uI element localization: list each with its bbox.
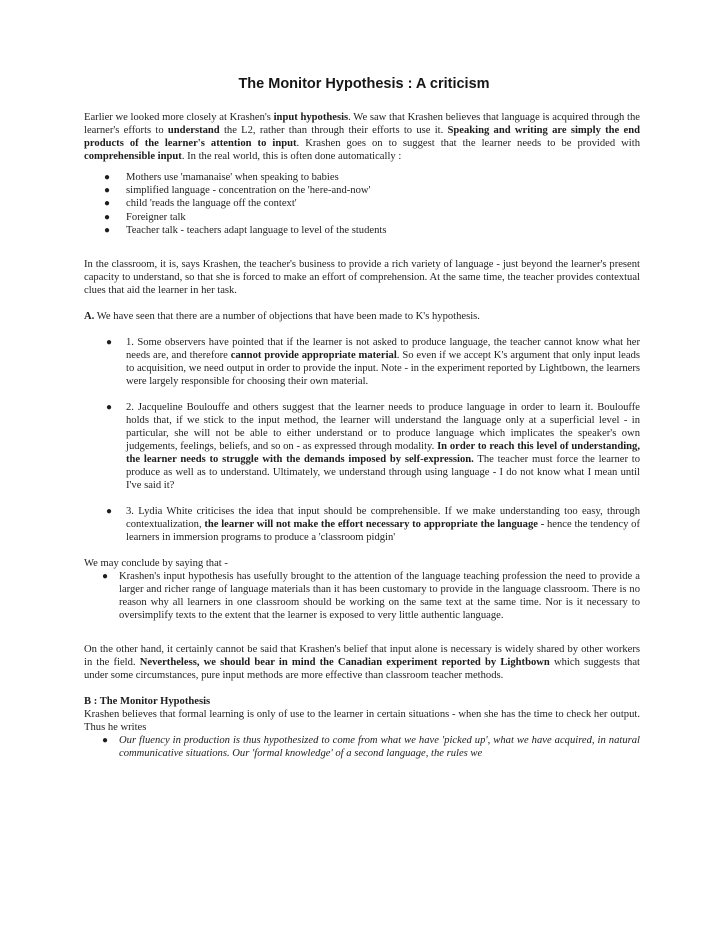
intro-text-3: the L2, rather than through their efforts to use it. [219,125,448,136]
list-item [104,184,640,197]
intro-bold-1: input hypothesis [273,112,349,123]
intro-text-1: Earlier we looked more closely at Krashen's [84,112,274,123]
list-item-text: simplified language - concentration on the 'here-and-now' [126,185,371,197]
objection-3-bold: the learner will not make the effort necessary to appropriate the language - [204,519,545,531]
objection-3-text-2: hence the tendency of learners in immersion programs to produce a 'classroom pidgin' [126,519,640,544]
intro-text-2: . We saw that Krashen believes that language is acquired through the learner's efforts to [84,112,640,136]
list-item-text: child 'reads the language off the context' [126,198,297,210]
automatic-input-list [84,171,640,237]
bullet-icon: ● [106,337,113,349]
objection-2-bold: In order to reach this level of understanding, the learner needs to struggle with the demands imposed by self-expression. [126,441,640,466]
list-item [104,224,640,237]
objection-1-text-1: 1. Some observers have pointed that if the learner is not asked to produce language, the teacher cannot know what her needs are, and therefore [126,337,640,362]
intro-bold-2: understand [167,125,220,136]
conclude-lead: We may conclude by saying that - [84,558,228,570]
objection-2-text-1: 2. Jacqueline Boulouffe and others suggest that the learner needs to produce language in order to learn it. Boulouffe holds that, if we stick to the input method, the learner will understand the language only at a superficial level - in particular, she will not be able to either understand or to produce language which implicates the speaker's own judgements, feelings, beliefs, and so on - as expressed through modality. [126,402,640,453]
other-hand-bold: Nevertheless, we should bear in mind the Canadian experiment reported by Lightbown [139,657,550,669]
intro-text-4: . Krashen goes on to suggest that the learner needs to be provided with [296,138,640,149]
bullet-icon: ● [104,185,111,197]
bullet-icon: ● [104,224,111,236]
list-item [98,734,640,760]
list-item [98,570,640,622]
objection-2 [92,401,640,492]
bullet-icon: ● [104,198,111,210]
objection-3 [92,505,640,544]
bullet-icon: ● [102,571,109,583]
list-item-text: Mothers use 'mamanaise' when speaking to babies [126,172,339,183]
classroom-paragraph: In the classroom, it is, says Krashen, the teacher's business to provide a rich variety of language - just beyond the learner's present capacity to understand, so that she is forced to make an effort of comprehension. At the same time, the teacher provides contextual clues that aid the learner in her task. [84,259,640,297]
objections-list [84,336,640,544]
intro-text-5: . In the real world, this is often done automatically : [181,151,402,162]
section-b-title: B : The Monitor Hypothesis [84,696,211,708]
list-item-text: Foreigner talk [126,211,186,223]
page-title: The Monitor Hypothesis : A criticism [238,76,490,92]
section-a-label: A. [84,311,95,323]
list-item [104,171,640,184]
bullet-icon: ● [106,506,113,518]
bullet-icon: ● [102,735,109,747]
objection-1 [92,336,640,388]
bullet-icon: ● [104,172,111,183]
conclusion-text: Krashen's input hypothesis has usefully brought to the attention of the language teaching profession the need to provide a larger and richer range of language materials than it has been customary to provide in the language classroom. There is no reason why all learners in one classroom should be working on the same text at the same time. Nor is it necessary to oversimplify texts to the extent that the learner is exposed to very little authentic language. [119,571,640,622]
intro-bold-3: Speaking and writing are simply the end products of the learner's attention to input [84,125,640,149]
other-hand-text-1: On the other hand, it certainly cannot be said that Krashen's belief that input alone is necessary is widely shared by other workers in the field. [84,644,640,669]
section-b-paragraph: Krashen believes that formal learning is only of use to the learner in certain situations - when she has the time to check her output. Thus he writes [84,709,640,734]
other-hand-text-2: which suggests that under some circumstances, pure input methods are more effective than classroom teacher methods. [84,657,640,682]
objection-3-text-1: 3. Lydia White criticises the idea that input should be comprehensible. If we make understanding too easy, through contextualization, [126,506,640,531]
list-item [104,211,640,224]
bullet-icon: ● [106,402,113,414]
objection-1-text-2: . So even if we accept K's argument that only input leads to acquisition, we need output in order to provide the input. Note - in the experiment reported by Lightbown, the learners were largely responsible for choosing their own material. [126,350,640,388]
section-a-paragraph [84,310,640,323]
list-item-text: Teacher talk - teachers adapt language to level of the students [126,224,387,236]
conclusion-list [84,570,640,622]
objection-1-bold: cannot provide appropriate material [230,350,397,362]
section-b-heading [84,695,640,708]
section-a-text: We have seen that there are a number of objections that have been made to K's hypothesis. [94,311,480,323]
krashen-quote: Our fluency in production is thus hypothesized to come from what we have 'picked up', what we have acquired, in natural communicative situations. Our 'formal knowledge' of a second language, the rules we [119,735,640,760]
quote-list [84,734,640,760]
objection-2-text-2: The teacher must force the learner to produce as well as to understand. Ultimately, we understand through using language - I do not know what I mean until I've said it? [126,454,641,492]
intro-paragraph [84,111,640,163]
intro-bold-4: comprehensible input [84,151,182,162]
other-hand-paragraph [84,643,640,682]
bullet-icon: ● [104,211,111,223]
list-item [104,197,640,210]
